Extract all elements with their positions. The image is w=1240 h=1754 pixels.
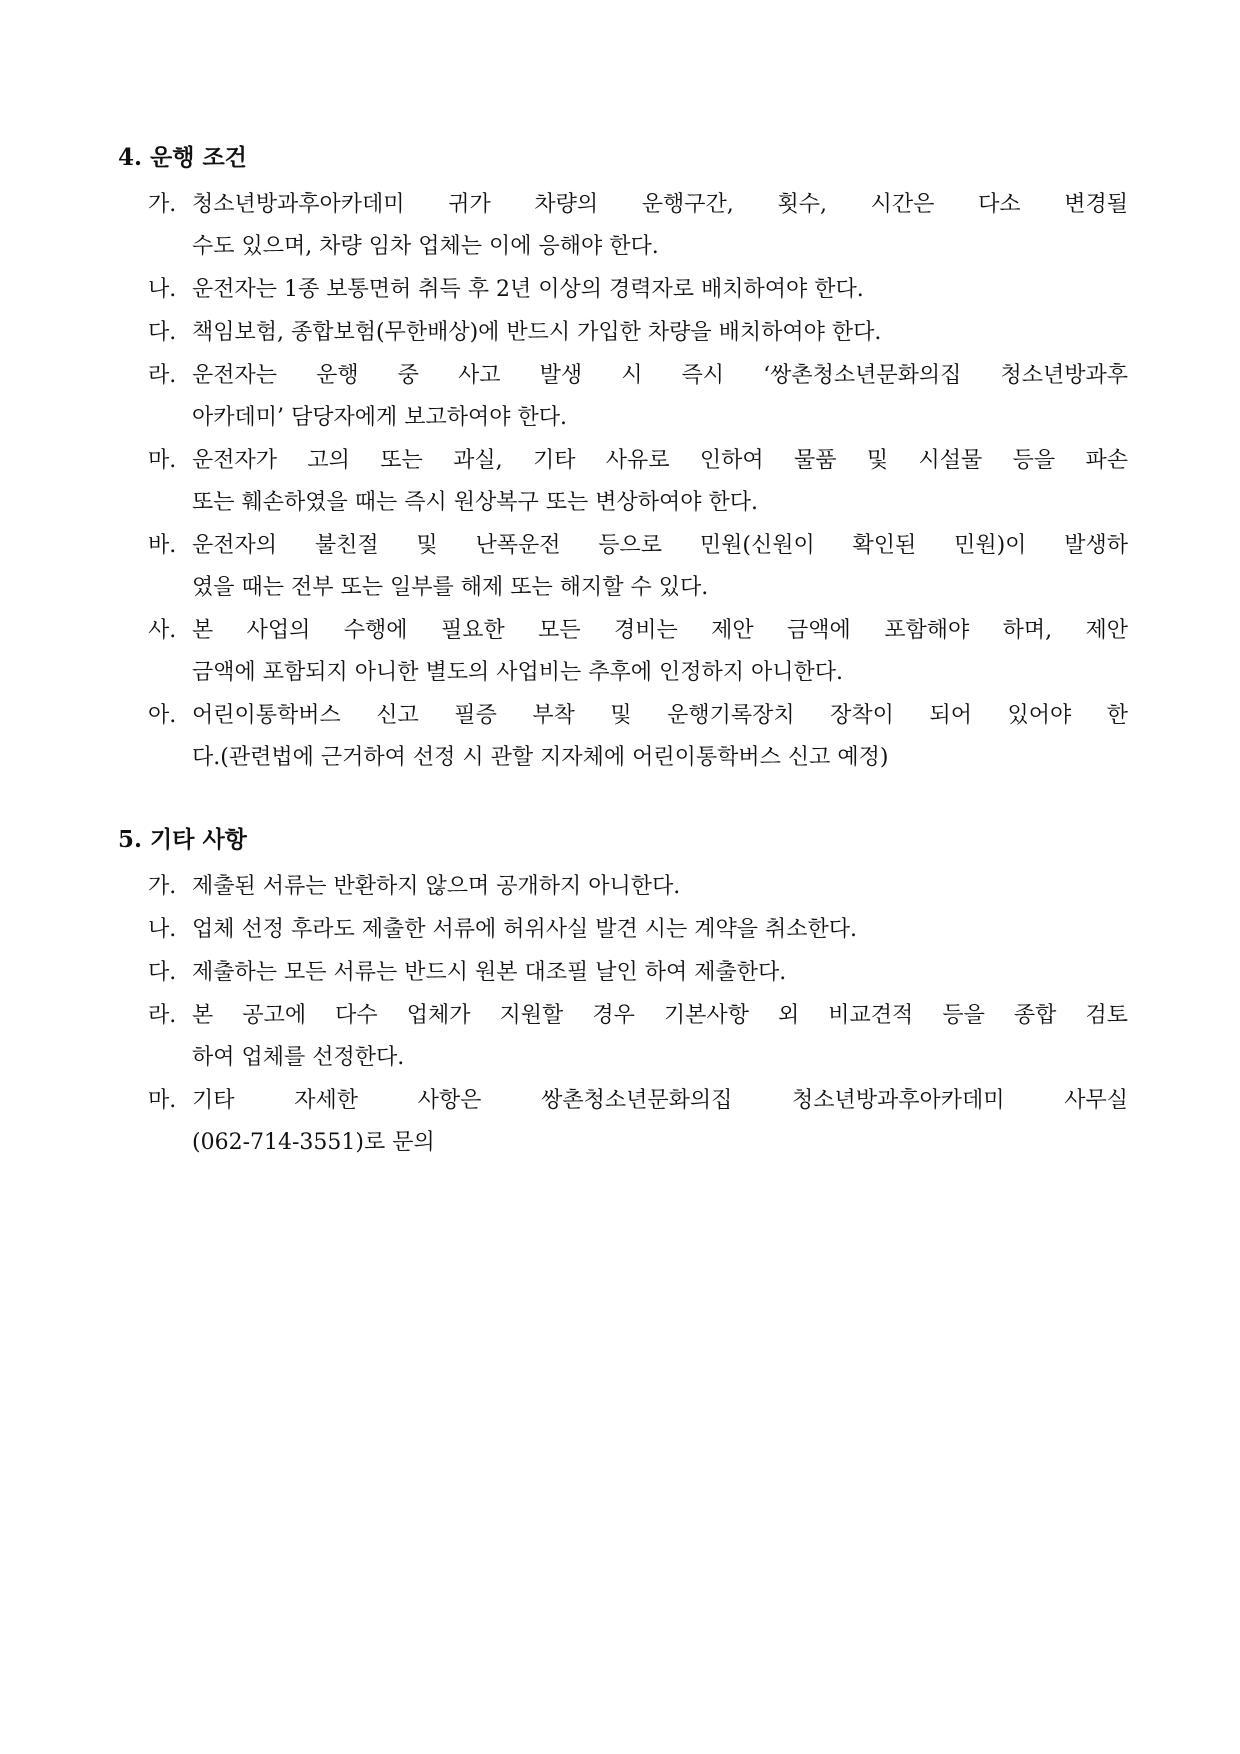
item-line: 제출된 서류는 반환하지 않으며 공개하지 아니한다. [192,874,681,899]
list-item [118,695,1128,779]
section-operating-conditions [118,140,1128,780]
item-line: 책임보험, 종합보험(무한배상)에 반드시 가입한 차량을 배치하여야 한다. [192,320,882,345]
item-line: 업체 선정 후라도 제출한 서류에 허위사실 발견 시는 계약을 취소한다. [192,917,857,942]
item-marker: 라. [148,1003,177,1028]
item-marker: 마. [148,1088,177,1113]
item-line: 였을 때는 전부 또는 일부를 해제 또는 해지할 수 있다. [192,575,709,600]
item-line: 운전자의 불친절 및 난폭운전 등으로 민원(신원이 확인된 민원)이 발생하 [192,533,1128,558]
list-item [118,995,1128,1079]
section-other-matters [118,822,1128,1165]
item-line: 아카데미’ 담당자에게 보고하여야 한다. [192,405,567,430]
item-marker: 라. [148,363,177,388]
item-marker: 다. [148,320,177,345]
list-item [118,269,1128,311]
list-item [118,610,1128,694]
item-line: 제출하는 모든 서류는 반드시 원본 대조필 날인 하여 제출한다. [192,960,787,985]
item-list [118,184,1128,779]
item-line: 운전자가 고의 또는 과실, 기타 사유로 인하여 물품 및 시설물 등을 파손 [192,448,1128,473]
item-line: 운전자는 운행 중 사고 발생 시 즉시 ‘쌍촌청소년문화의집 청소년방과후 [192,363,1128,388]
item-line: 수도 있으며, 차량 임차 업체는 이에 응해야 한다. [192,234,659,259]
list-item [118,440,1128,524]
item-line: 청소년방과후아카데미 귀가 차량의 운행구간, 횟수, 시간은 다소 변경될 [192,192,1128,217]
list-item [118,525,1128,609]
item-line: 하여 업체를 선정한다. [192,1045,405,1070]
item-marker: 나. [148,277,177,302]
item-marker: 다. [148,960,177,985]
item-line: 어린이통학버스 신고 필증 부착 및 운행기록장치 장착이 되어 있어야 한 [192,703,1128,728]
list-item [118,1080,1128,1164]
item-line: 본 사업의 수행에 필요한 모든 경비는 제안 금액에 포함해야 하며, 제안 [192,618,1128,643]
item-marker: 마. [148,448,177,473]
item-line: 또는 훼손하였을 때는 즉시 원상복구 또는 변상하여야 한다. [192,490,758,515]
list-item [118,866,1128,908]
item-marker: 가. [148,192,177,217]
item-marker: 나. [148,917,177,942]
list-item [118,909,1128,951]
item-line: 다.(관련법에 근거하여 선정 시 관할 지자체에 어린이통학버스 신고 예정) [192,745,889,770]
section-title: 4. 운행 조건 [118,144,247,171]
item-line: 운전자는 1종 보통면허 취득 후 2년 이상의 경력자로 배치하여야 한다. [192,277,864,302]
section-title: 5. 기타 사항 [118,826,247,853]
item-marker: 사. [148,618,177,643]
item-line: 금액에 포함되지 아니한 별도의 사업비는 추후에 인정하지 아니한다. [192,660,844,685]
list-item [118,312,1128,354]
item-line: (062-714-3551)로 문의 [192,1130,435,1155]
item-line: 본 공고에 다수 업체가 지원할 경우 기본사항 외 비교견적 등을 종합 검토 [192,1003,1128,1028]
item-marker: 아. [148,703,177,728]
item-list [118,866,1128,1164]
item-line: 기타 자세한 사항은 쌍촌청소년문화의집 청소년방과후아카데미 사무실 [192,1088,1128,1113]
list-item [118,184,1128,268]
item-marker: 바. [148,533,177,558]
item-marker: 가. [148,874,177,899]
list-item [118,952,1128,994]
list-item [118,355,1128,439]
